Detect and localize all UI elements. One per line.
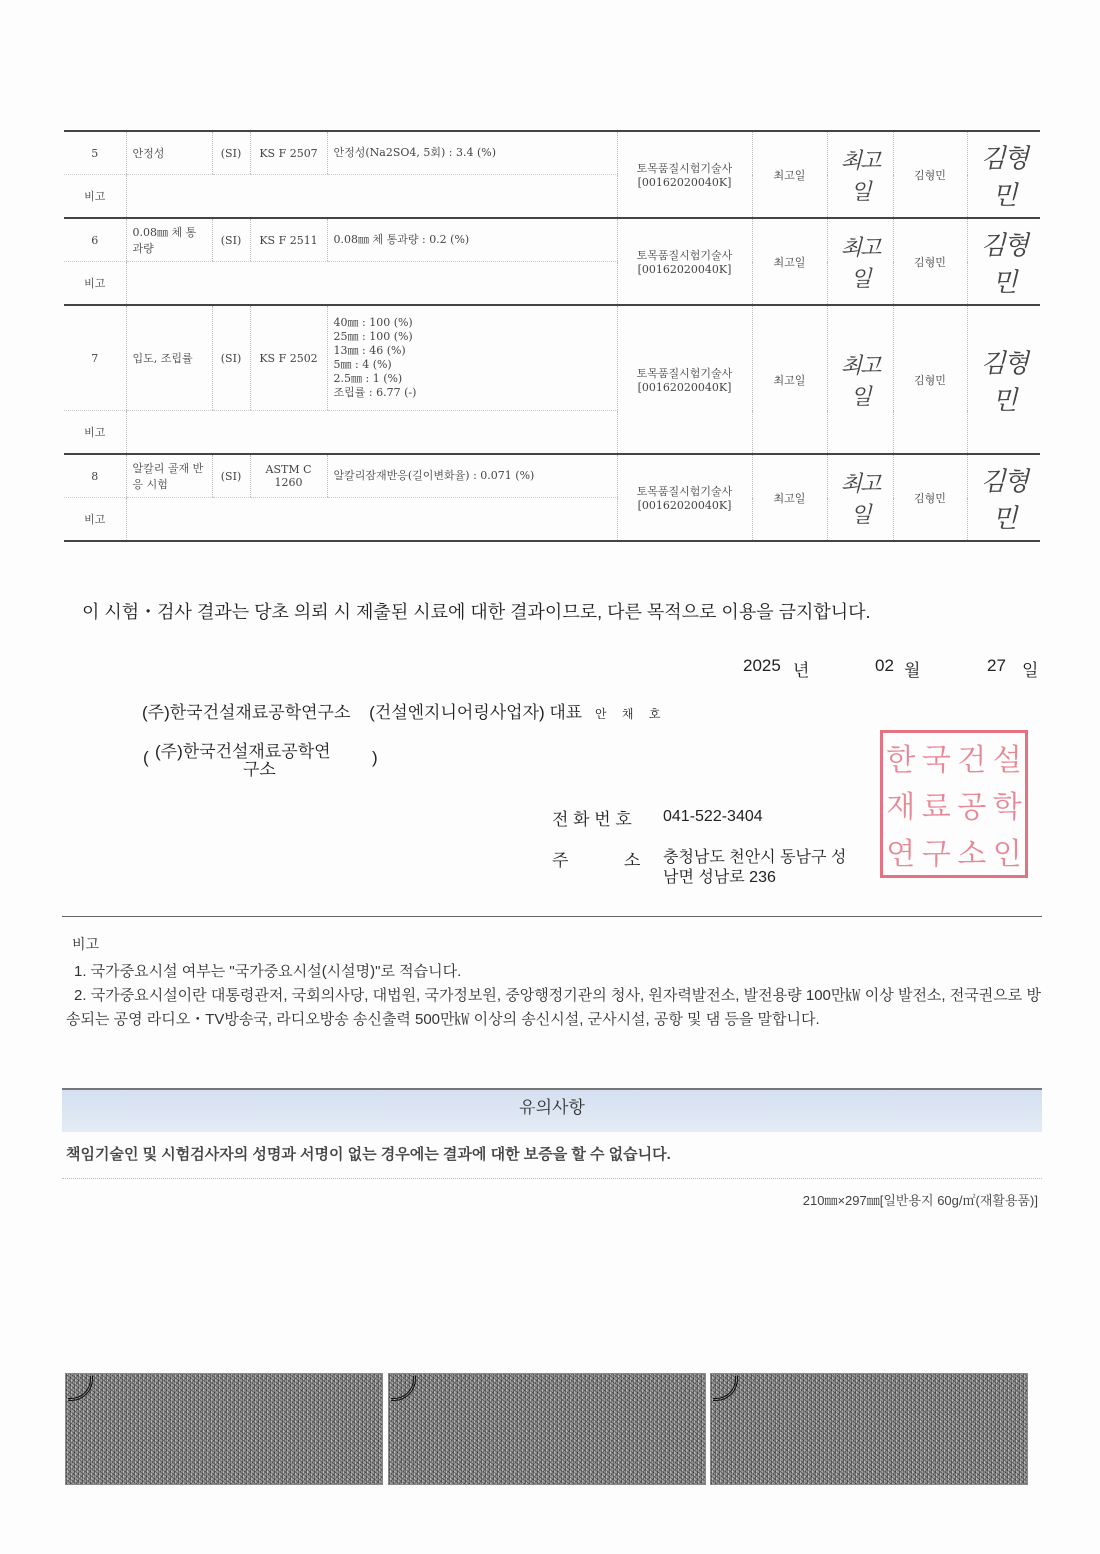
tech-title: 토목품질시험기술사 — [636, 485, 733, 498]
divider — [62, 1178, 1042, 1179]
test-standard: KS F 2507 — [250, 131, 327, 175]
date-year-unit: 년 — [793, 661, 810, 680]
stamp-glyph: 구 — [921, 837, 951, 873]
test-name: 안정성 — [126, 131, 212, 175]
tech-id: [00162020040K] — [637, 263, 732, 276]
address — [663, 848, 846, 888]
paren-open: ( — [143, 748, 149, 767]
note-label: 비고 — [64, 262, 126, 306]
result-line: 13㎜ : 46 (%) — [333, 344, 406, 357]
address-line-2: 남면 성남로 236 — [663, 869, 776, 886]
address-label-1: 주 — [552, 851, 569, 870]
tech-title: 토목품질시험기술사 — [636, 249, 733, 262]
stamp-glyph: 소 — [957, 837, 987, 873]
tester-name: 최고일 — [752, 454, 827, 541]
swirl-icon — [713, 1376, 738, 1401]
stamp-glyph: 건 — [957, 742, 987, 778]
remark-item-1: 1. 국가중요시설 여부는 "국가중요시설(시설명)"로 적습니다. — [74, 963, 462, 980]
si-unit: (SI) — [212, 305, 250, 411]
result-line: 안정성(Na2SO4, 5회) : 3.4 (%) — [333, 146, 497, 159]
result-line: 5㎜ : 4 (%) — [333, 358, 392, 371]
note-label: 비고 — [64, 498, 126, 542]
note-value — [126, 411, 617, 455]
tester-signature: 최고일 — [827, 218, 893, 305]
results-table — [64, 130, 1040, 542]
stamp-glyph: 재 — [886, 789, 916, 825]
remarks-list — [66, 960, 1041, 1032]
stamp-glyph: 연 — [886, 837, 916, 873]
divider — [62, 916, 1042, 917]
note-label: 비고 — [64, 175, 126, 219]
company-ceo: 안 채 호 — [594, 707, 667, 721]
technician-qualification — [617, 454, 752, 541]
tech-id: [00162020040K] — [637, 381, 732, 394]
row-number: 5 — [64, 131, 126, 175]
test-result — [327, 305, 617, 411]
security-code-pattern — [388, 1373, 706, 1485]
company-name-line2: 구소 — [243, 760, 276, 779]
stamp-glyph: 설 — [992, 742, 1022, 778]
stamp-glyph: 료 — [921, 789, 951, 825]
note-value — [126, 262, 617, 306]
test-name: 알칼리 골재 반응 시험 — [126, 454, 212, 498]
row-number: 7 — [64, 305, 126, 411]
security-code-pattern — [710, 1373, 1028, 1485]
phone-label: 전 화 번 호 — [552, 810, 632, 829]
reviewer-name: 김형민 — [893, 131, 967, 218]
reviewer-name: 김형민 — [893, 454, 967, 541]
tester-name: 최고일 — [752, 305, 827, 454]
reviewer-name: 김형민 — [893, 218, 967, 305]
caution-title: 유의사항 — [62, 1088, 1042, 1132]
tech-title: 토목품질시험기술사 — [636, 162, 733, 175]
date-month: 02 — [875, 656, 894, 675]
swirl-icon — [68, 1376, 93, 1401]
reviewer-signature: 김형민 — [967, 131, 1040, 218]
company-line — [142, 698, 666, 723]
stamp-glyph: 한 — [886, 742, 916, 778]
result-line: 40㎜ : 100 (%) — [333, 316, 413, 329]
test-result — [327, 131, 617, 175]
date-day: 27 — [987, 656, 1006, 675]
test-standard: ASTM C 1260 — [250, 454, 327, 498]
test-name: 입도, 조립률 — [126, 305, 212, 411]
result-line: 0.08㎜ 체 통과량 : 0.2 (%) — [333, 233, 470, 246]
result-line: 2.5㎜ : 1 (%) — [333, 372, 403, 385]
test-standard: KS F 2511 — [250, 218, 327, 262]
note-value — [126, 498, 617, 542]
usage-notice: 이 시험・검사 결과는 당초 의뢰 시 제출된 시료에 대한 결과이므로, 다른 목적으로 이용을 금지합니다. — [82, 602, 871, 622]
row-number: 6 — [64, 218, 126, 262]
company-name-line1: (주)한국건설재료공학연 — [155, 742, 331, 761]
remark-item-2: 2. 국가중요시설이란 대통령관저, 국회의사당, 대법원, 국가정보원, 중앙행정기관의 청사, 원자력발전소, 발전용량 100만㎾ 이상 발전소, 전국권으로 방송되는 공영 라디오・TV방송국, 라디오방송 송신출력 500만㎾ 이상의 송신시설, 군사시설, 공항 및 댐 등을 말합니다. — [66, 987, 1041, 1028]
tester-name: 최고일 — [752, 218, 827, 305]
company-type: (건설엔지니어링사업자) 대표 — [369, 703, 583, 722]
caution-text: 책임기술인 및 시험검사자의 성명과 서명이 없는 경우에는 결과에 대한 보증을 할 수 없습니다. — [66, 1146, 671, 1163]
tech-id: [00162020040K] — [637, 499, 732, 512]
stamp-glyph: 국 — [921, 742, 951, 778]
test-result — [327, 218, 617, 262]
reviewer-signature: 김형민 — [967, 218, 1040, 305]
test-name: 0.08㎜ 체 통과량 — [126, 218, 212, 262]
table-row — [64, 131, 1040, 175]
swirl-icon — [391, 1376, 416, 1401]
note-value — [126, 175, 617, 219]
address-line-1: 충청남도 천안시 동남구 성 — [663, 849, 847, 866]
security-code-pattern — [65, 1373, 383, 1485]
date-year: 2025 — [743, 656, 781, 675]
tech-id: [00162020040K] — [637, 176, 732, 189]
tester-signature: 최고일 — [827, 131, 893, 218]
technician-qualification — [617, 218, 752, 305]
table-row — [64, 454, 1040, 498]
date-day-unit: 일 — [1022, 661, 1039, 680]
table-row — [64, 218, 1040, 262]
result-line: 조립률 : 6.77 (-) — [333, 386, 417, 399]
company-name: (주)한국건설재료공학연구소 — [142, 703, 351, 722]
test-standard: KS F 2502 — [250, 305, 327, 411]
result-line: 25㎜ : 100 (%) — [333, 330, 413, 343]
result-line: 알칼리잠재반응(길이변화율) : 0.071 (%) — [333, 469, 535, 482]
date-month-unit: 월 — [904, 661, 921, 680]
test-result — [327, 454, 617, 498]
si-unit: (SI) — [212, 454, 250, 498]
stamp-glyph: 학 — [992, 789, 1022, 825]
technician-qualification — [617, 131, 752, 218]
table-row — [64, 305, 1040, 411]
technician-qualification — [617, 305, 752, 454]
tester-signature: 최고일 — [827, 305, 893, 454]
stamp-glyph: 인 — [992, 837, 1022, 873]
row-number: 8 — [64, 454, 126, 498]
note-label: 비고 — [64, 411, 126, 455]
reviewer-name: 김형민 — [893, 305, 967, 454]
paper-spec: 210㎜×297㎜[일반용지 60g/㎡(재활용품)] — [802, 1193, 1038, 1208]
reviewer-signature: 김형민 — [967, 305, 1040, 454]
reviewer-signature: 김형민 — [967, 454, 1040, 541]
stamp-glyph: 공 — [957, 789, 987, 825]
tester-name: 최고일 — [752, 131, 827, 218]
tester-signature: 최고일 — [827, 454, 893, 541]
paren-close: ) — [372, 748, 378, 767]
remarks-title: 비고 — [72, 936, 100, 952]
tech-title: 토목품질시험기술사 — [636, 367, 733, 380]
address-label-2: 소 — [624, 851, 641, 870]
phone-number: 041-522-3404 — [663, 808, 763, 825]
company-seal-stamp — [880, 730, 1028, 878]
si-unit: (SI) — [212, 218, 250, 262]
si-unit: (SI) — [212, 131, 250, 175]
